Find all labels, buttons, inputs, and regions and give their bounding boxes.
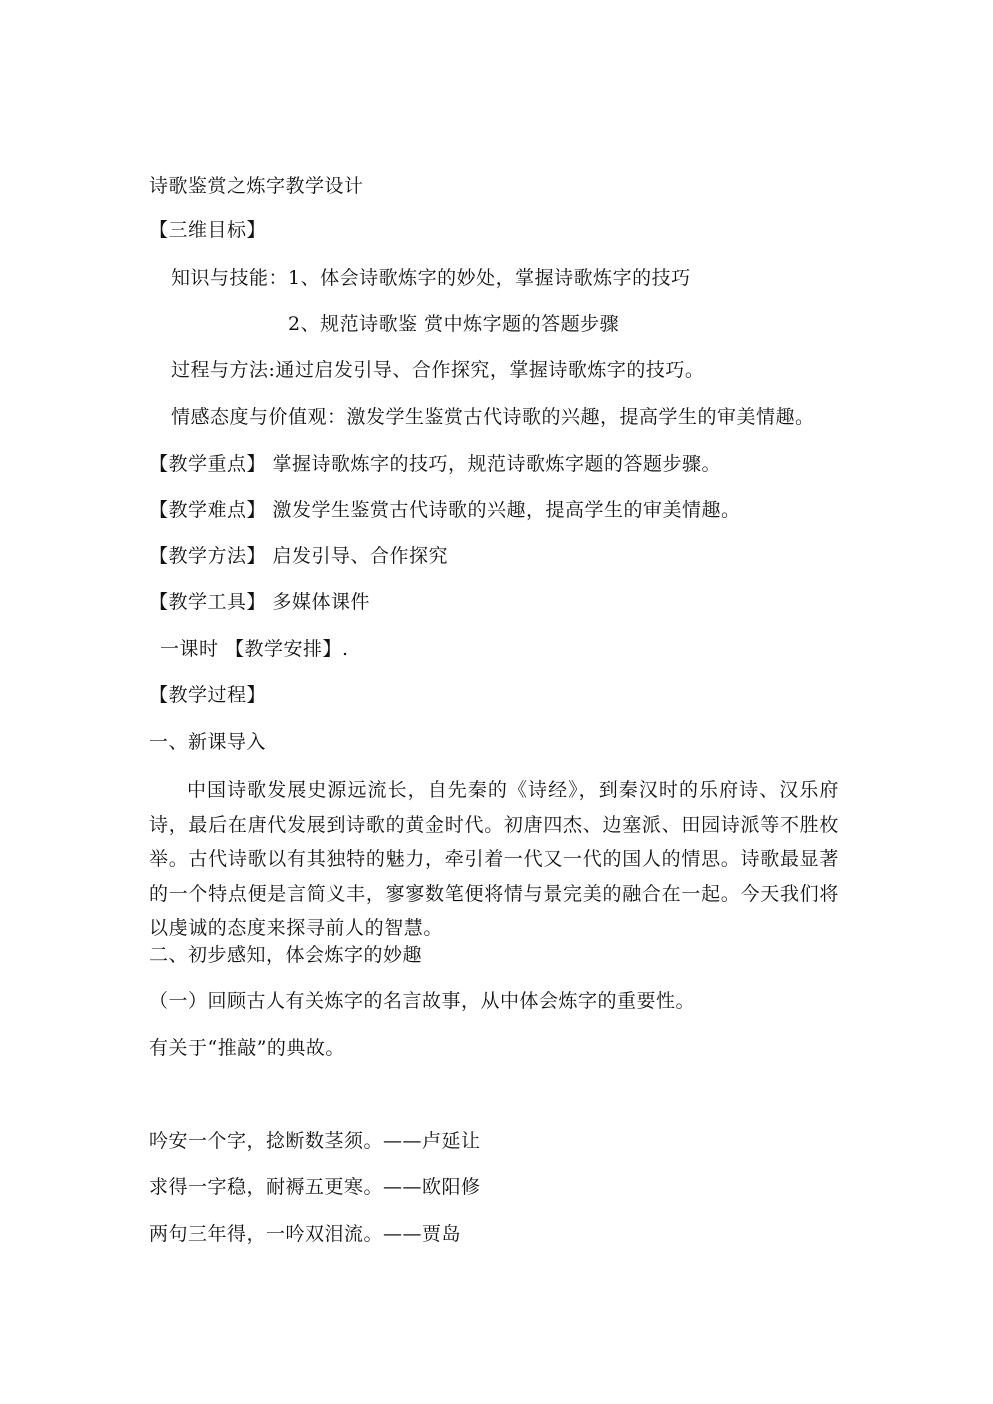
teaching-process-heading: 【教学过程】 [149, 684, 267, 706]
teaching-tools: 【教学工具】 多媒体课件 [149, 591, 371, 613]
emotion-values-line: 情感态度与价值观：激发学生鉴赏古代诗歌的兴趣，提高学生的审美情趣。 [171, 406, 815, 428]
teaching-key-points: 【教学重点】 掌握诗歌炼字的技巧，规范诗歌炼字题的答题步骤。 [149, 453, 722, 475]
document-title: 诗歌鉴赏之炼字教学设计 [149, 175, 364, 197]
quote-3: 两句三年得，一吟双泪流。——贾岛 [149, 1223, 462, 1245]
intro-paragraph: 中国诗歌发展史源远流长，自先秦的《诗经》，到秦汉时的乐府诗、汉乐府诗，最后在唐代发展到诗歌的黄金时代。初唐四杰、边塞派、田园诗派等不胜枚举。古代诗歌以有其独特的魅力，牵引着一代又一代的国人的情思。诗歌最显著的一个特点便是言简义丰，寥寥数笔便将情与景完美的融合在一起。今天我们将以虔诚的态度来探寻前人的智慧。 [149, 779, 839, 939]
process-methods-line: 过程与方法:通过启发引导、合作探究，掌握诗歌炼字的技巧。 [171, 359, 705, 381]
knowledge-skills-line-1: 知识与技能：1、体会诗歌炼字的妙处，掌握诗歌炼字的技巧 [171, 267, 691, 289]
teaching-difficulties: 【教学难点】 激发学生鉴赏古代诗歌的兴趣，提高学生的审美情趣。 [149, 499, 741, 521]
knowledge-skills-line-2: 2、规范诗歌鉴 赏中炼字题的答题步骤 [288, 313, 620, 335]
subsection-1-heading: （一）回顾古人有关炼字的名言故事，从中体会炼字的重要性。 [149, 990, 696, 1012]
objectives-heading: 【三维目标】 [149, 219, 267, 241]
allusion-line: 有关于“推敲”的典故。 [149, 1037, 345, 1059]
section-2-heading: 二、初步感知，体会炼字的妙趣 [149, 944, 423, 966]
teaching-schedule: 一课时 【教学安排】. [160, 638, 349, 660]
quote-1: 吟安一个字，捻断数茎须。——卢延让 [149, 1130, 481, 1152]
quote-2: 求得一字稳，耐褥五更寒。——欧阳修 [149, 1176, 481, 1198]
section-1-heading: 一、新课导入 [149, 731, 267, 753]
teaching-methods: 【教学方法】 启发引导、合作探究 [149, 545, 449, 567]
